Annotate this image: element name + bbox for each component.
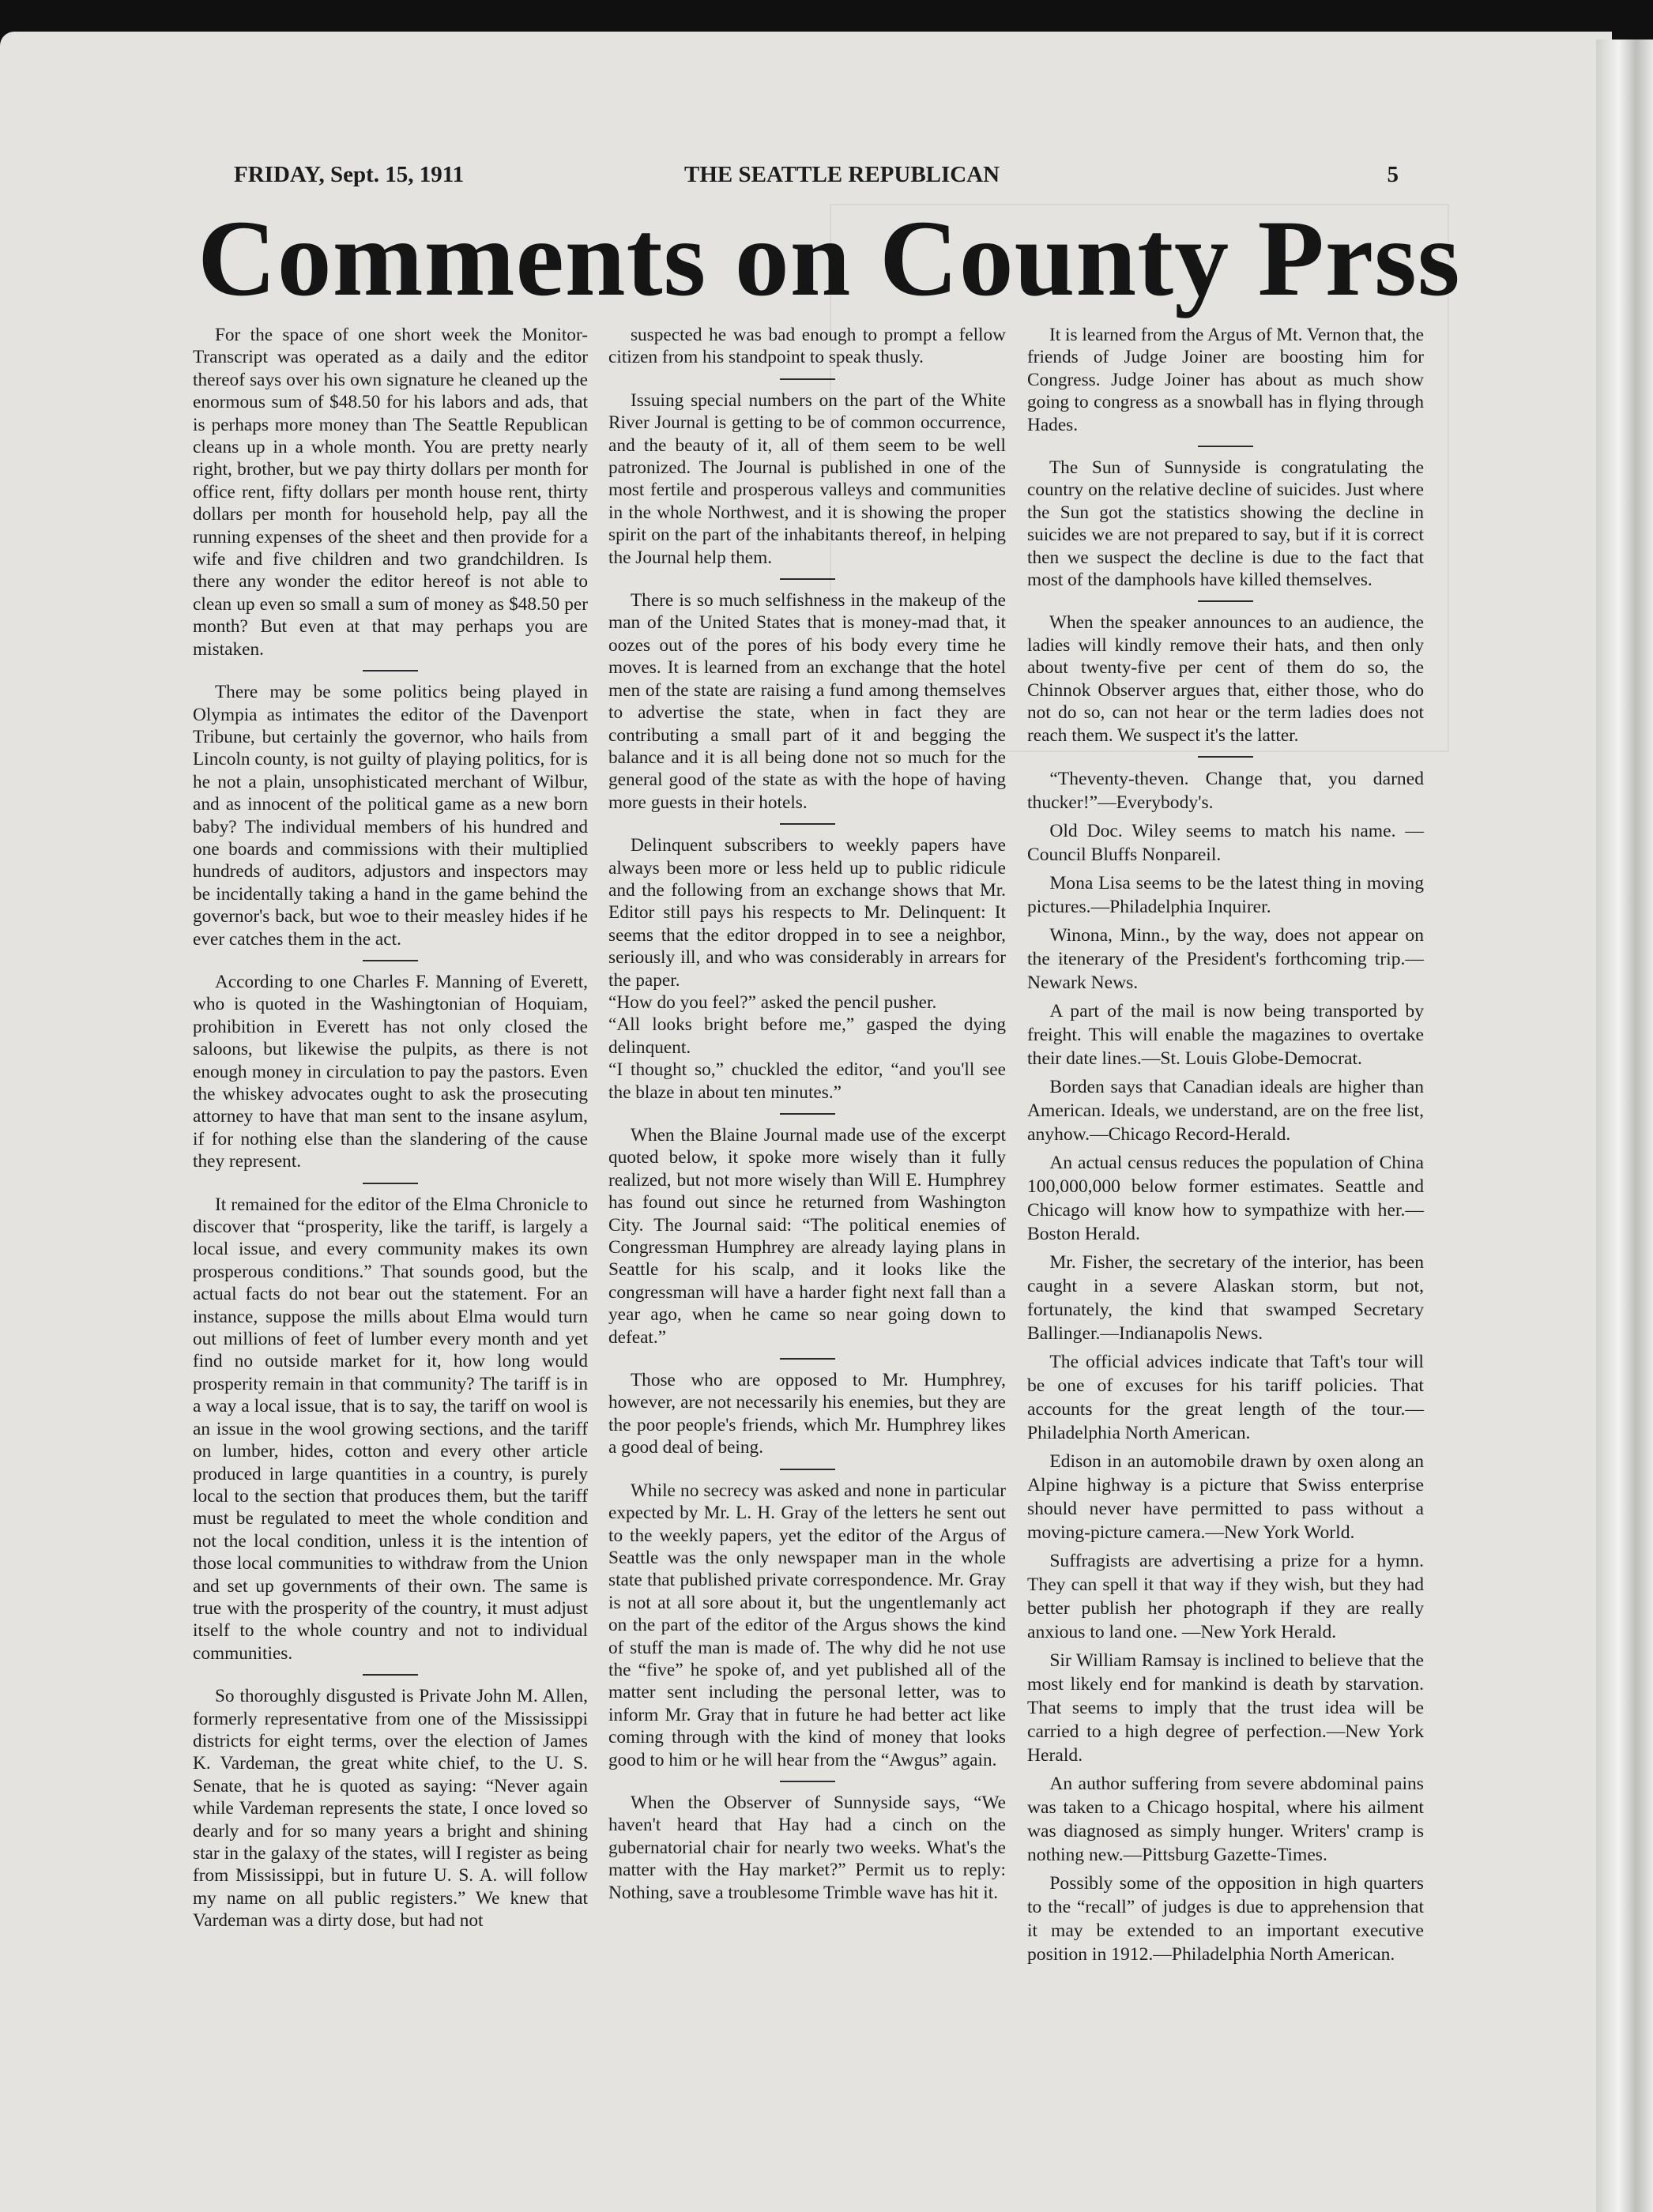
article-paragraph: It remained for the editor of the Elma Chronicle to discover that “prosperity, like the tariff, is largely a local issue, and every community makes its own prosperous conditions.” That sounds good, but the actual facts do not bear out the statement. For an instance, suppose the mills about Elma would turn out millions of feet of lumber every month and yet find no outside market for it, how long would prosperity remain in that community? The tariff is in a way a local issue, that is to say, the tariff on wool is an issue in the wool growing sections, and the tariff on lumber, hides, cotton and every other article produced in large quantities in a country, is purely local to the section that produces them, but the tariff must be regulated to meet the whole condition and not the local condition, unless it is the intention of those local communities to withdraw from the Union and set up governments of their own. The same is true with the prosperity of the country, it must adjust itself to the whole country and not to individual communities.	[193, 1194, 588, 1664]
short-item: Edison in an automobile drawn by oxen along an Alpine highway is a picture that Swiss enterprise should never have permitted to pass without a moving-picture camera.—New York World.	[1027, 1450, 1424, 1543]
article-paragraph: Issuing special numbers on the part of the White River Journal is getting to be of common occurrence, and the beauty of it, all of them seem to be well patronized. The Journal is published in one of the most fertile and prosperous valleys and communities in the whole Northwest, and it is showing the proper spirit on the part of the inhabitants thereof, in helping the Journal help them.	[608, 389, 1006, 568]
column-rule	[780, 378, 835, 380]
short-item: Borden says that Canadian ideals are higher than American. Ideals, we understand, are on the free list, anyhow.—Chicago Record-Herald.	[1027, 1076, 1424, 1145]
short-item: “Theventy-theven. Change that, you darned thucker!”—Everybody's.	[1027, 768, 1424, 813]
column-rule	[363, 1674, 418, 1676]
column-rule	[780, 823, 835, 825]
column-rule	[363, 670, 418, 672]
short-item: Mr. Fisher, the secretary of the interior, has been caught in a severe Alaskan storm, but not, fortunately, the kind that swamped Secretary Ballinger.—Indianapolis News.	[1027, 1251, 1424, 1344]
article-paragraph: So thoroughly disgusted is Private John M. Allen, formerly representative from one of the Mississippi districts for eight terms, over the election of James K. Vardeman, the great white chief, to the U. S. Senate, that he is quoted as saying: “Never again while Vardeman represents the state, I once loved so dearly and for so many years a bright and shining star in the galaxy of the states, will I register as being from Mississippi, but in future U. S. A. will follow my name on all public registers.” We knew that Vardeman was a dirty dose, but had not	[193, 1686, 588, 1932]
article-paragraph: suspected he was bad enough to prompt a fellow citizen from his standpoint to speak thusly.	[608, 325, 1006, 368]
column-rule	[780, 1469, 835, 1470]
column-1	[193, 324, 588, 1932]
column-rule	[780, 1358, 835, 1360]
column-rule	[1198, 600, 1253, 602]
article-paragraph: The Sun of Sunnyside is congratulating the country on the relative decline of suicides. Just where the Sun got the statistics showing the decline in suicides we are not prepared to say, but if it is correct then we suspect the decline is due to the fact that most of the damphools have killed themselves.	[1027, 457, 1424, 591]
column-rule	[1198, 446, 1253, 447]
column-rule	[780, 1113, 835, 1115]
column-rule	[1198, 756, 1253, 758]
paper-name: THE SEATTLE REPUBLICAN	[684, 162, 1000, 187]
column-rule	[780, 578, 835, 580]
article-paragraph: Delinquent subscribers to weekly papers have always been more or less held up to public ridicule and the following from an exchange shows that Mr. Editor still pays his respects to Mr. Delinquent: It seems that the editor dropped in to see a neighbor, seriously ill, and who was considerably in arrears for the paper. “How do you feel?” asked the pencil pusher. “All looks bright before me,” gasped the dying delinquent. “I thought so,” chuckled the editor, “and you'll see the blaze in about ten minutes.”	[608, 835, 1006, 1103]
short-item: Sir William Ramsay is inclined to believe that the most likely end for mankind is death by starvation. That seems to imply that the trust idea will be carried to a high degree of perfection.—New York Herald.	[1027, 1650, 1424, 1766]
article-paragraph: There is so much selfishness in the makeup of the man of the United States that is money-mad that, it oozes out of the pores of his body every time he moves. It is learned from an exchange that the hotel men of the state are raising a fund among themselves to advertise the state, when in fact they are contributing a small part of it and begging the balance and it is all being done not so much for the general good of the state as with the hope of having more guests in their hotels.	[608, 590, 1006, 813]
article-paragraph: It is learned from the Argus of Mt. Vernon that, the friends of Judge Joiner are boosting him for Congress. Judge Joiner has about as much show going to congress as a snowball has in flying through Hades.	[1027, 325, 1425, 435]
article-paragraph: There may be some politics being played in Olympia as intimates the editor of the Davenport Tribune, but certainly the governor, who hails from Lincoln county, is not guilty of playing politics, for is he not a plain, unsophisticated merchant of Wilbur, and as innocent of the political game as a new born baby? The individual members of his hundred and one boards and commissions with their multiplied hundreds of auditors, adjustors and inspectors may be incidentally taking a hand in the game behind the governor's back, but woe to their measley hides if he ever catches them in the act.	[193, 682, 588, 950]
short-item: Mona Lisa seems to be the latest thing in moving pictures.—Philadelphia Inquirer.	[1027, 872, 1424, 917]
column-rule	[363, 1183, 418, 1184]
short-item: Possibly some of the opposition in high quarters to the “recall” of judges is due to apprehension that it may be extended to an important executive position in 1912.—Philadelphia North American.	[1027, 1872, 1424, 1965]
article-paragraph: For the space of one short week the Monitor-Transcript was operated as a daily and the editor thereof says over his own signature he cleaned up the enormous sum of $48.50 for his labors and ads, that is perhaps more money than The Seattle Republican cleans up in a whole month. You are pretty nearly right, brother, but we pay thirty dollars per month for office rent, fifty dollars per month house rent, thirty dollars per month for household help, pay all the running expenses of the sheet and then provide for a wife and five children and two grandchildren. Is there any wonder the editor hereof is not able to clean up even so small a sum of money as $48.50 per month? But even at that may perhaps you are mistaken.	[193, 325, 588, 660]
page-number: 5	[1387, 162, 1399, 187]
column-rule	[363, 960, 418, 961]
column-rule	[780, 1781, 835, 1782]
article-paragraph: While no secrecy was asked and none in particular expected by Mr. L. H. Gray of the letters he sent out to the weekly papers, yet the editor of the Argus of Seattle was the only newspaper man in the whole state that published private correspondence. Mr. Gray is not at all sore about it, but the ungentlemanly act on the part of the editor of the Argus shows the kind of stuff the man is made of. The why did he not use the “five” he spoke of, and yet published all of the matter sent including the personal letter, was to inform Mr. Gray that in future he had better act like coming through with the kind of money that looks good to him or he will hear from the “Awgus” again.	[608, 1480, 1006, 1770]
short-item: An author suffering from severe abdominal pains was taken to a Chicago hospital, where his ailment was diagnosed as simply hunger. Writers' cramp is nothing new.—Pittsburg Gazette-Times.	[1027, 1773, 1424, 1865]
article-paragraph: When the Observer of Sunnyside says, “We haven't heard that Hay had a cinch on the gubernatorial chair for nearly two weeks. What's the matter with the Hay market?” Permit us to reply: Nothing, save a troublesome Trimble wave has hit it.	[608, 1792, 1006, 1903]
column-2	[608, 324, 1006, 1904]
column-3	[1027, 324, 1424, 1971]
short-items	[1027, 767, 1424, 1966]
issue-date: FRIDAY, Sept. 15, 1911	[234, 162, 465, 187]
page-header	[234, 162, 1399, 194]
article-paragraph: When the speaker announces to an audience, the ladies will kindly remove their hats, and then only about twenty-five per cent of them do so, the Chinnok Observer argues that, either those, who do not do so, can not hear or the term ladies does not reach them. We suspect it's the latter.	[1027, 612, 1424, 746]
short-item: Winona, Minn., by the way, does not appear on the itenerary of the President's forthcoming trip.—Newark News.	[1027, 924, 1424, 993]
short-item: Suffragists are advertising a prize for a hymn. They can spell it that way if they wish, but they had better publish her photograph if they are really anxious to land one. —New York Herald.	[1027, 1550, 1424, 1642]
page-headline: Comments on County Prss	[198, 198, 1461, 318]
short-item: A part of the mail is now being transported by freight. This will enable the magazines to overtake their date lines.—St. Louis Globe-Democrat.	[1027, 1000, 1424, 1069]
short-item: Old Doc. Wiley seems to match his name. —Council Bluffs Nonpareil.	[1027, 820, 1424, 865]
short-item: The official advices indicate that Taft's tour will be one of excuses for his tariff policies. That accounts for the great length of the tour.—Philadelphia North American.	[1027, 1351, 1424, 1443]
article-paragraph: When the Blaine Journal made use of the excerpt quoted below, it spoke more wisely than it fully realized, but not more wisely than Will E. Humphrey has found out since he returned from Washington City. The Journal said: “The political enemies of Congressman Humphrey are already laying plans in Seattle for his scalp, and it looks like the congressman will have a harder fight next fall than a year ago, when he came so near going down to defeat.”	[608, 1125, 1006, 1348]
article-paragraph: According to one Charles F. Manning of Everett, who is quoted in the Washingtonian of Hoquiam, prohibition in Everett has not only closed the saloons, but likewise the pulpits, as there is not enough money in circulation to pay the pastors. Even the whiskey advocates ought to ask the prosecuting attorney to have that man sent to the insane asylum, if for nothing else than the slandering of the cause they represent.	[193, 971, 588, 1172]
article-paragraph: Those who are opposed to Mr. Humphrey, however, are not necessarily his enemies, but they are the poor people's friends, which Mr. Humphrey likes a good deal of being.	[608, 1370, 1006, 1458]
page-edge-stack	[1596, 40, 1653, 2212]
short-item: An actual census reduces the population of China 100,000,000 below former estimates. Seattle and Chicago will know how to sympathize with her.—Boston Herald.	[1027, 1152, 1424, 1244]
